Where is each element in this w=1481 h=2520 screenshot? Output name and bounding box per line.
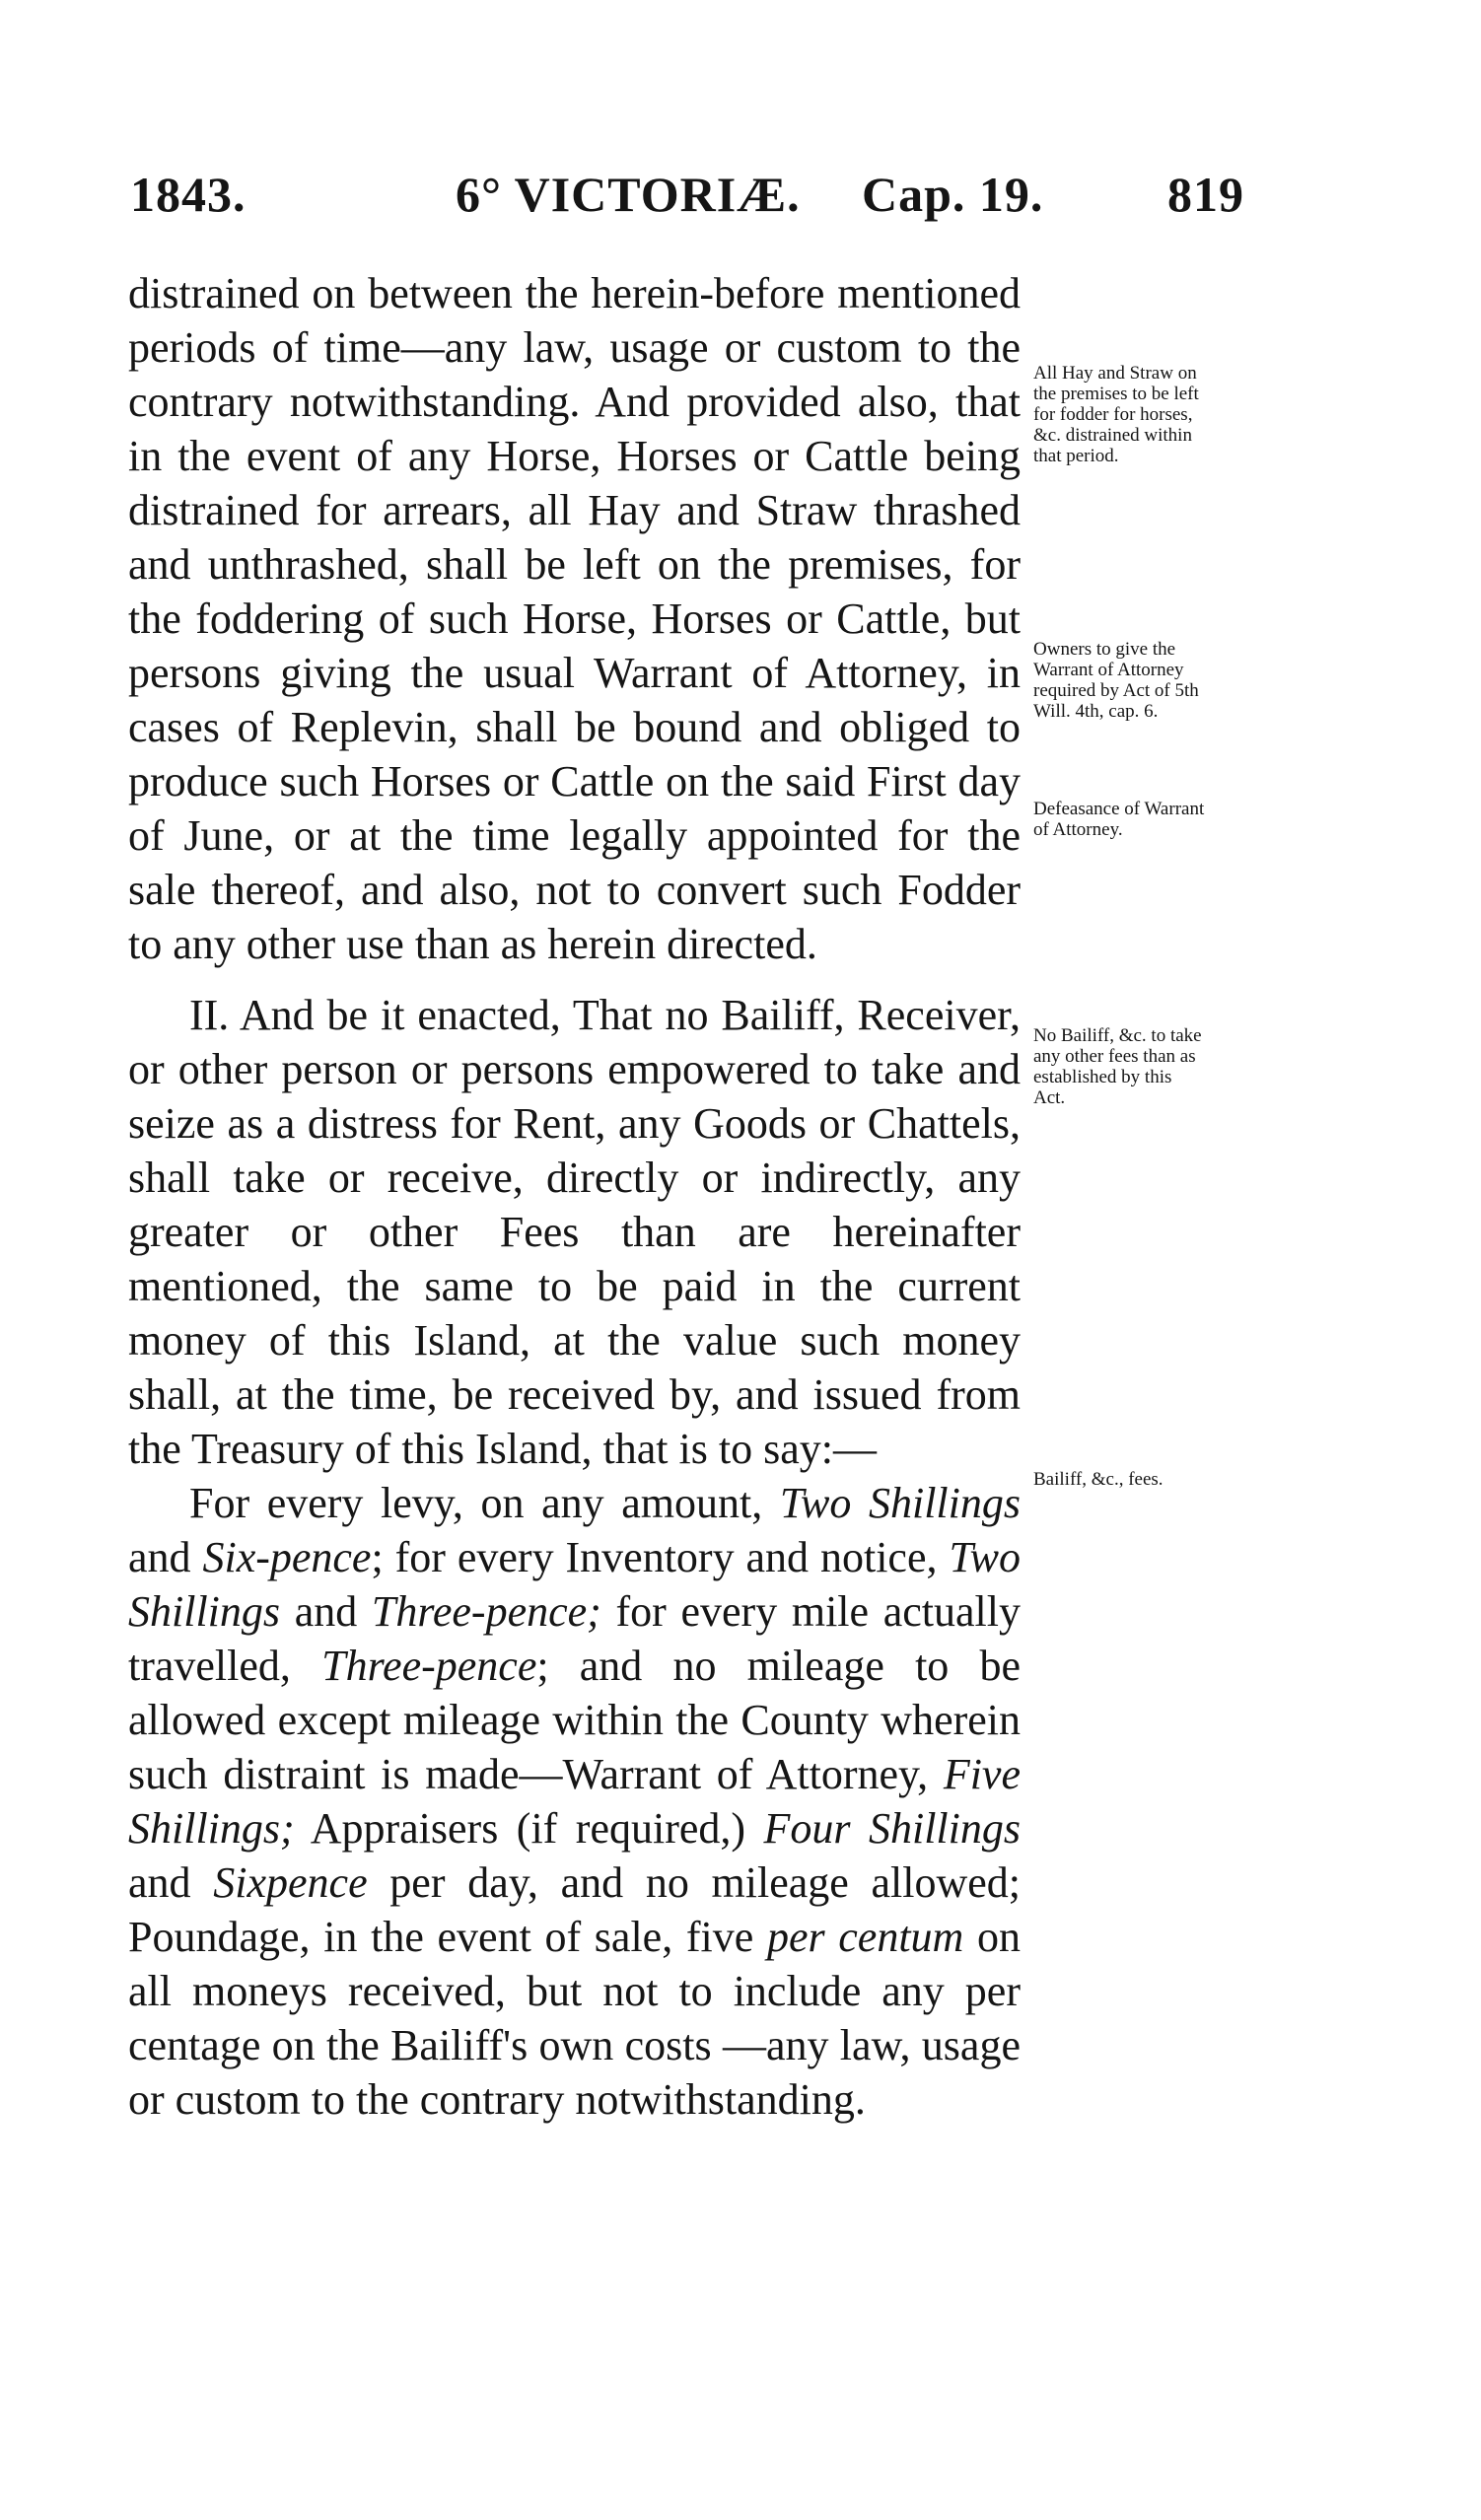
fees-amount: Two Shillings (128, 1533, 1021, 1636)
paragraph-section-2: II. And be it enacted, That no Bailiff, Receiver, or other person or persons empowered to take and seize as a distress for Rent, any Goods or Chattels, shall take or receive, directly or indirectly, any greater or other Fees than are hereinafter mentioned, the same to be paid in the current money of this Island, at the value such money shall, at the time, be received by, and issued from the Treasury of this Island, that is to say:— (128, 991, 1021, 1473)
marginal-note-warrant-of-attorney: Owners to give the Warrant of Attorney required by Act of 5th Will. 4th, cap. 6. (1033, 639, 1199, 722)
fees-text: For every levy, on any amount, (189, 1479, 780, 1527)
fees-amount: Three-pence; (371, 1587, 601, 1636)
fees-amount: Three-pence (321, 1642, 537, 1690)
fees-amount: Sixpence (213, 1858, 368, 1907)
fees-text: for every mile actually travelled, (128, 1587, 1021, 1690)
text-block-bottom (128, 988, 1021, 2127)
header-year: 1843. (130, 167, 247, 222)
paragraph-proviso: distrained on between the herein-before mentioned periods of time—any law, usage or custom to the contrary notwithstanding. And provided also, that in the event of any Horse, Horses or Cattle being distrained for arrears, all Hay and Straw thrashed and unthrashed, shall be left on the premises, for the foddering of such Horse, Horses or Cattle, but persons giving the usual Warrant of Attorney, in cases of Replevin, shall be bound and obliged to produce such Horses or Cattle on the said First day of June, or at the time legally appointed for the sale thereof, and also, not to convert such Fodder to any other use than as herein directed. (128, 269, 1021, 968)
marginal-note-defeasance: Defeasance of Warrant of Attorney. (1033, 799, 1205, 840)
fees-text: and (128, 1533, 203, 1581)
running-header (130, 166, 1244, 235)
fees-text: per day, and no mileage allowed; Poundage, in the event of sale, five (128, 1858, 1022, 1961)
paragraph-fees (128, 1476, 1021, 2127)
header-chapter: Cap. 19. (862, 167, 1044, 222)
fees-amount: Six-pence (202, 1533, 372, 1581)
fees-text: on all moneys received, but not to include any per centage on the Bailiff's own costs —any law, usage or custom to the contrary notwithstanding. (128, 1913, 1021, 2124)
fees-text: ; and no mileage to be allowed except mileage within the County wherein such distraint is made—Warrant of Attorney, (128, 1642, 1021, 1798)
fees-text: and (128, 1858, 214, 1907)
fees-amount: Four Shillings (763, 1804, 1022, 1853)
header-reign: 6° VICTORIÆ. (456, 167, 801, 222)
fees-latin-term: per centum (766, 1913, 964, 1961)
marginal-note-bailiff-fees-limit: No Bailiff, &c. to take any other fees than as established by this Act. (1033, 1025, 1202, 1108)
marginal-note-bailiff-fees: Bailiff, &c., fees. (1033, 1469, 1164, 1490)
page-number: 819 (1167, 167, 1244, 222)
fees-text: ; for every Inventory and notice, (371, 1533, 950, 1581)
fees-amount: Two Shillings (779, 1479, 1021, 1527)
marginal-note-hay-straw: All Hay and Straw on the premises to be left for fodder for horses, &c. distrained within that period. (1033, 363, 1199, 466)
fees-text: and (280, 1587, 372, 1636)
text-block-top (128, 266, 1021, 971)
fees-text: Appraisers (if required,) (294, 1804, 764, 1853)
fees-amount: Five Shillings; (128, 1750, 1021, 1853)
